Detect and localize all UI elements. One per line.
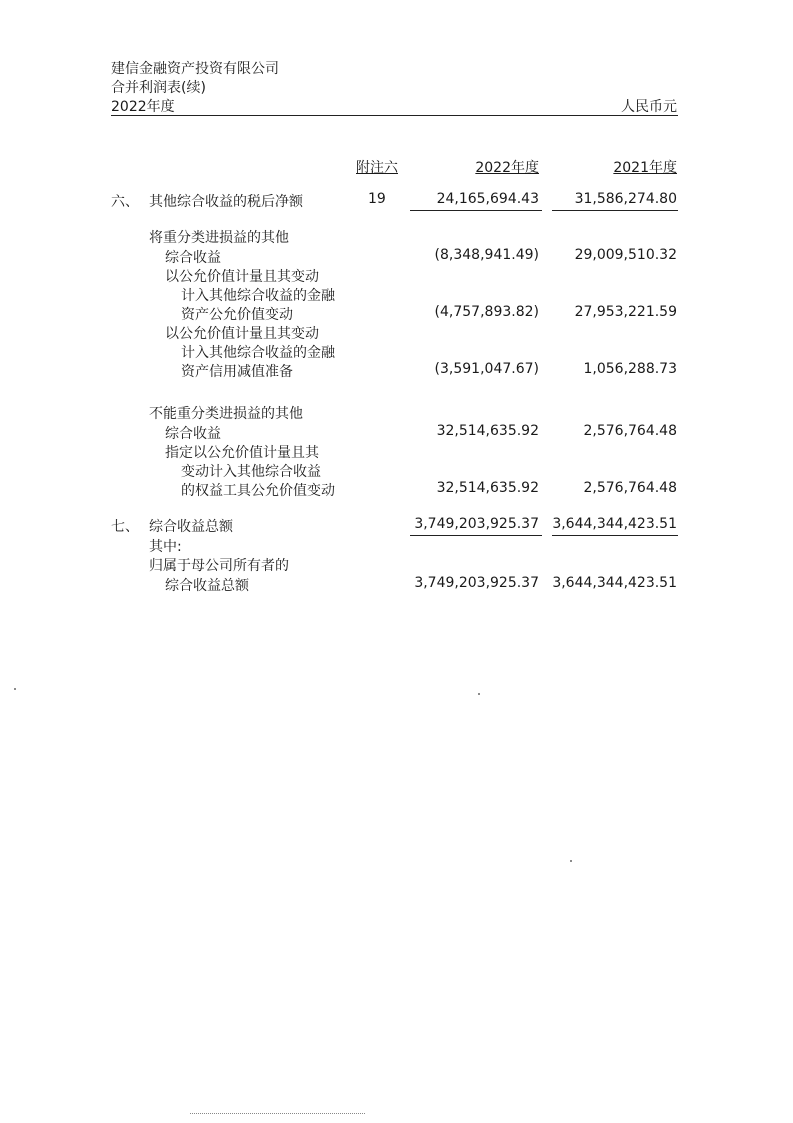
value-current: 32,514,635.92	[436, 423, 539, 439]
currency-unit: 人民币元	[621, 99, 677, 115]
row-label: 综合收益	[165, 426, 221, 442]
scan-edge-line	[190, 1113, 365, 1114]
scan-speck	[570, 860, 572, 862]
value-current: 24,165,694.43	[436, 191, 539, 207]
row-label: 计入其他综合收益的金融	[181, 288, 335, 304]
value-prior: 27,953,221.59	[574, 304, 677, 320]
value-current: 3,749,203,925.37	[414, 516, 539, 532]
row-index: 六、	[111, 194, 139, 210]
row-label: 归属于母公司所有者的	[149, 558, 289, 574]
row-label: 将重分类进损益的其他	[149, 230, 289, 246]
value-current: 32,514,635.92	[436, 480, 539, 496]
row-label: 资产信用减值准备	[181, 364, 293, 380]
subtotal-rule	[552, 210, 678, 211]
row-label: 综合收益总额	[165, 578, 249, 594]
row-label: 不能重分类进损益的其他	[149, 406, 303, 422]
scan-speck	[478, 693, 480, 695]
prior-year-column-header: 2021年度	[613, 160, 677, 176]
value-current: (8,348,941.49)	[434, 247, 539, 263]
total-rule	[410, 535, 542, 536]
row-label: 资产公允价值变动	[181, 307, 293, 323]
row-label: 综合收益总额	[149, 519, 233, 535]
value-current: (4,757,893.82)	[434, 304, 539, 320]
row-label: 其他综合收益的税后净额	[149, 194, 303, 210]
row-label: 的权益工具公允价值变动	[181, 483, 335, 499]
scan-speck	[14, 688, 16, 690]
value-prior: 1,056,288.73	[583, 361, 677, 377]
current-year-column-header: 2022年度	[475, 160, 539, 176]
row-label: 以公允价值计量且其变动	[165, 269, 319, 285]
header-divider	[111, 115, 678, 116]
row-label: 变动计入其他综合收益	[181, 464, 321, 480]
value-prior: 31,586,274.80	[574, 191, 677, 207]
row-index: 七、	[111, 519, 139, 535]
row-label: 计入其他综合收益的金融	[181, 345, 335, 361]
company-name: 建信金融资产投资有限公司	[111, 61, 279, 77]
statement-title: 合并利润表(续)	[111, 80, 206, 96]
total-rule	[552, 535, 678, 536]
value-prior: 3,644,344,423.51	[552, 516, 677, 532]
value-prior: 2,576,764.48	[583, 423, 677, 439]
reporting-period: 2022年度	[111, 99, 175, 115]
note-ref: 19	[368, 191, 386, 207]
row-label: 以公允价值计量且其变动	[165, 326, 319, 342]
row-label: 其中:	[149, 539, 182, 555]
note-column-header: 附注六	[356, 160, 398, 176]
value-current: (3,591,047.67)	[434, 361, 539, 377]
value-current: 3,749,203,925.37	[414, 575, 539, 591]
row-label: 指定以公允价值计量且其	[165, 445, 319, 461]
row-label: 综合收益	[165, 250, 221, 266]
subtotal-rule	[410, 210, 542, 211]
value-prior: 2,576,764.48	[583, 480, 677, 496]
value-prior: 3,644,344,423.51	[552, 575, 677, 591]
value-prior: 29,009,510.32	[574, 247, 677, 263]
